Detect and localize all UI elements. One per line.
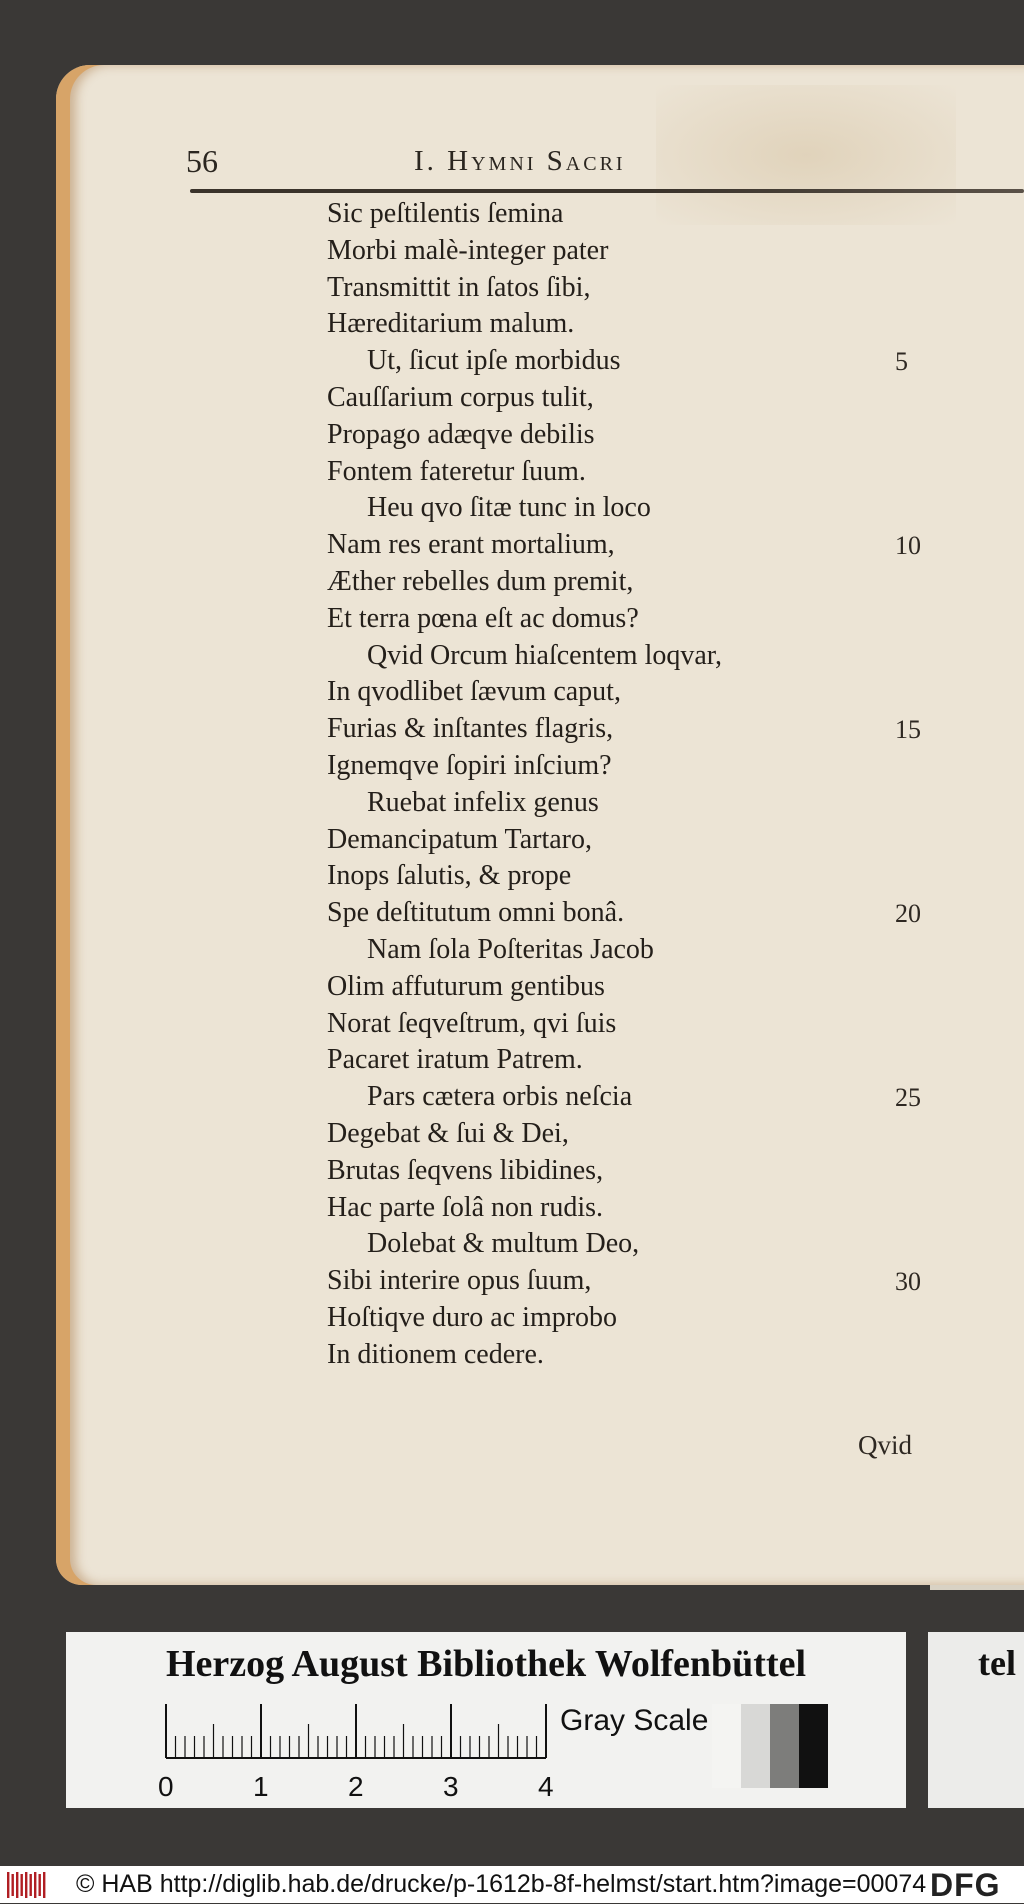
hab-logo-icon	[6, 1870, 48, 1899]
verse-line: Ruebat infelix genus	[367, 786, 599, 818]
verse-line: Æther rebelles dum premit,	[327, 565, 634, 597]
margin-line-number: 20	[895, 899, 921, 929]
verse-line: Transmittit in ſatos ſibi,	[327, 271, 591, 303]
verse-line: Hac parte ſolâ non rudis.	[327, 1191, 604, 1223]
verse-line: Spe deſtitutum omni bonâ.	[327, 897, 625, 929]
page-header	[186, 143, 926, 189]
verse-line: Ut, ſicut ipſe morbidus	[367, 345, 621, 377]
verse-line: Heu qvo ſitæ tunc in loco	[367, 492, 651, 524]
verse-line: Nam ſola Poſteritas Jacob	[367, 933, 654, 965]
page-number: 56	[186, 143, 218, 179]
library-name-fragment: tel	[978, 1643, 1016, 1683]
verse-line: Pacaret iratum Patrem.	[327, 1044, 583, 1076]
verse-line: Nam res erant mortalium,	[327, 529, 615, 561]
verse-line: Brutas ſeqvens libidines,	[327, 1154, 604, 1186]
gray-scale-patches	[712, 1704, 828, 1788]
gray-patch	[770, 1704, 799, 1788]
gray-patch	[741, 1704, 770, 1788]
library-name: Herzog August Bibliothek Wolfenbüttel	[165, 1643, 807, 1685]
footer-bar	[0, 1866, 1024, 1903]
verse-line: Degebat & ſui & Dei,	[327, 1117, 569, 1149]
ruler-number: 0	[158, 1771, 174, 1802]
verse-line: Propago adæqve debilis	[327, 418, 595, 450]
verse-line: Dolebat & multum Deo,	[367, 1228, 640, 1260]
verse-line: Qvid Orcum hiaſcentem loqvar,	[367, 639, 722, 671]
ruler-number: 4	[538, 1771, 554, 1802]
verse-line: Hæreditarium malum.	[327, 308, 575, 340]
dfg-logo: DFG	[930, 1867, 1001, 1903]
margin-line-number: 15	[895, 715, 921, 745]
header-rule	[190, 189, 1024, 193]
verse-line: Furias & inſtantes flagris,	[327, 713, 614, 745]
verse-line: Inops ſalutis, & prope	[327, 860, 572, 892]
scale-ruler	[158, 1704, 606, 1804]
catchword: Qvid	[858, 1430, 912, 1460]
ruler-number: 2	[348, 1771, 364, 1802]
margin-line-number: 30	[895, 1267, 921, 1297]
margin-line-number: 5	[895, 347, 908, 377]
hymn-text	[327, 196, 887, 1374]
verse-line: Ignemqve ſopiri inſcium?	[327, 749, 612, 781]
verse-line: Morbi malè-integer pater	[327, 234, 609, 266]
margin-line-number: 10	[895, 531, 921, 561]
verse-line: Norat ſeqveſtrum, qvi ſuis	[327, 1007, 617, 1039]
ruler-number: 3	[443, 1771, 459, 1802]
gray-scale-label: Gray Scale	[560, 1704, 709, 1737]
verse-line: Pars cætera orbis neſcia	[367, 1081, 633, 1113]
verse-line: Olim affuturum gentibus	[327, 970, 605, 1002]
verse-line: Hoſtiqve duro ac improbo	[327, 1301, 618, 1333]
verse-line: In ditionem cedere.	[327, 1338, 544, 1370]
color-checker-strip	[66, 1632, 906, 1808]
verse-line: In qvodlibet ſævum caput,	[327, 676, 621, 708]
footer-copyright-url[interactable]: © HAB http://diglib.hab.de/drucke/p-1612b-8f-helmst/start.htm?image=00074	[76, 1870, 927, 1898]
gray-patch	[799, 1704, 828, 1788]
gray-patch	[712, 1704, 741, 1788]
verse-line: Cauſſarium corpus tulit,	[327, 381, 594, 413]
ruler-number: 1	[253, 1771, 269, 1802]
verse-line: Sibi interire opus ſuum,	[327, 1265, 592, 1297]
verse-line: Sic peſtilentis ſemina	[327, 198, 564, 229]
running-title: I. Hymni Sacri	[414, 145, 626, 177]
verse-line: Demancipatum Tartaro,	[327, 823, 592, 855]
margin-line-number: 25	[895, 1083, 921, 1113]
verse-line: Et terra pœna eſt ac domus?	[327, 602, 639, 634]
verse-line: Fontem fateretur ſuum.	[327, 455, 586, 487]
color-checker-strip-fragment	[928, 1632, 1024, 1808]
